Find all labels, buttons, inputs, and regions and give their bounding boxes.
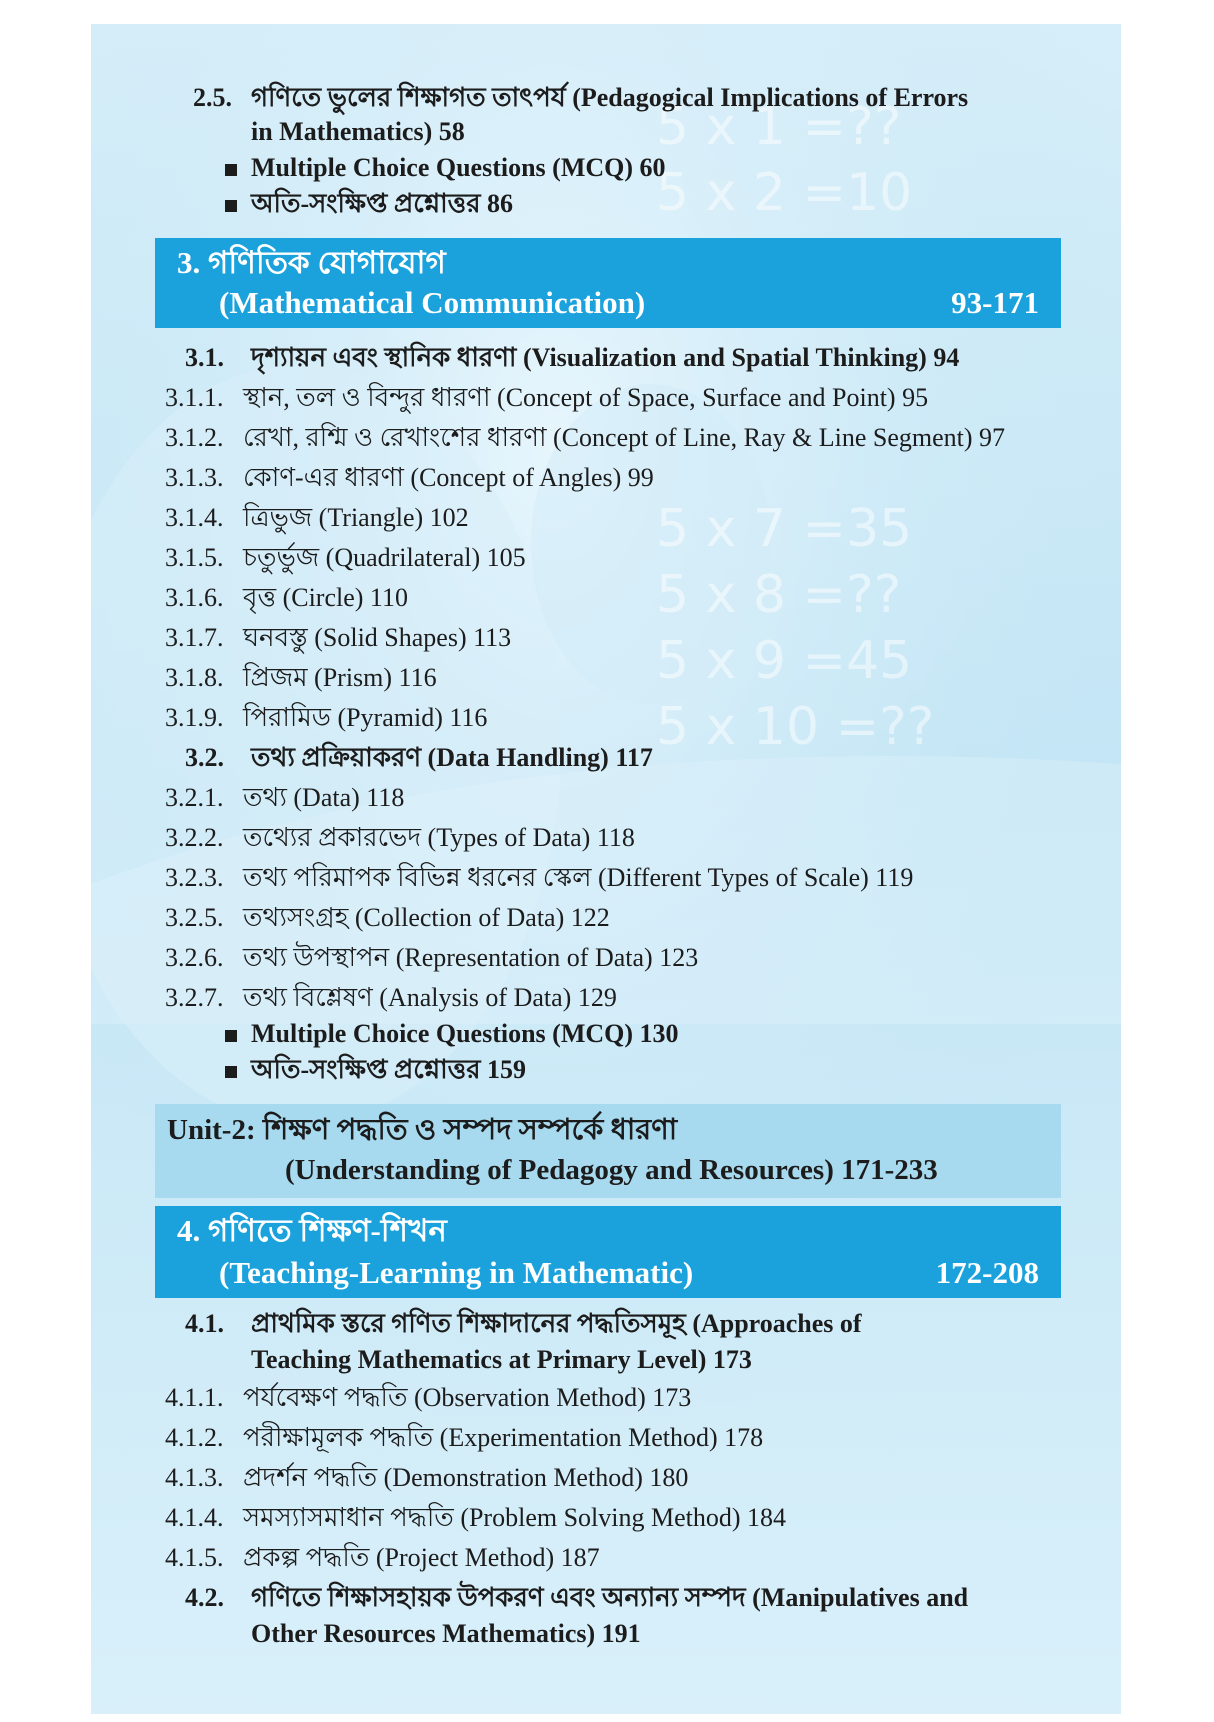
subsection-title: তথ্য পরিমাপক বিভিন্ন ধরনের স্কেল (Different Types of Scale) 119: [243, 863, 914, 892]
subsection-title: তথ্য উপস্থাপন (Representation of Data) 123: [243, 943, 699, 972]
unit-2-box: [155, 1104, 1061, 1198]
subsection-number: 3.1.3.: [165, 463, 224, 492]
toc-section-4-2-title: গণিতে শিক্ষাসহায়ক উপকরণ এবং অন্যান্য সম্পদ (Manipulatives and: [251, 1583, 969, 1612]
unit-2-title: Unit-2: শিক্ষণ পদ্ধতি ও সম্পদ সম্পর্কে ধারণা: [167, 1114, 678, 1146]
subsection-number: 3.1.9.: [165, 703, 224, 732]
chapter-4-title: 4. গণিতে শিক্ষণ-শিখন: [177, 1213, 447, 1248]
toc-section-2-5-title-cont: in Mathematics) 58: [251, 117, 465, 146]
toc-section-3-2-title: তথ্য প্রক্রিয়াকরণ (Data Handling) 117: [251, 743, 653, 772]
subsection-number: 4.1.2.: [165, 1423, 224, 1452]
unit-2-subtitle: (Understanding of Pedagogy and Resources) 171-233: [285, 1154, 938, 1186]
subsection-number: 3.1.7.: [165, 623, 224, 652]
toc-section-3-1-title: দৃশ্যায়ন এবং স্থানিক ধারণা (Visualization and Spatial Thinking) 94: [251, 343, 960, 372]
subsection-number: 3.2.5.: [165, 903, 224, 932]
equation: 5 x 8 =??: [656, 565, 902, 625]
subsection-title: প্রকল্প পদ্ধতি (Project Method) 187: [243, 1543, 600, 1572]
subsection-title: প্রিজম (Prism) 116: [243, 663, 437, 692]
subsection-number: 3.1.1.: [165, 383, 224, 412]
equation: 5 x 7 =35: [656, 499, 913, 559]
subsection-number: 3.2.7.: [165, 983, 224, 1012]
equation: 5 x 10 =??: [656, 697, 935, 757]
toc-section-3-1-number: 3.1.: [185, 343, 224, 372]
subsection-title: তথ্যসংগ্রহ (Collection of Data) 122: [243, 903, 610, 932]
subsection-title: তথ্য (Data) 118: [243, 783, 405, 812]
subsection-number: 4.1.5.: [165, 1543, 224, 1572]
subsection-number: 3.1.4.: [165, 503, 224, 532]
toc-bullet-mcq: Multiple Choice Questions (MCQ) 60: [251, 153, 666, 182]
subsection-number: 3.2.6.: [165, 943, 224, 972]
toc-bullet-short-qa: অতি-সংক্ষিপ্ত প্রশ্নোত্তর 159: [251, 1055, 527, 1084]
subsection-title: পিরামিড (Pyramid) 116: [243, 703, 488, 732]
subsection-title: স্থান, তল ও বিন্দুর ধারণা (Concept of Space, Surface and Point) 95: [243, 383, 929, 412]
subsection-title: ত্রিভুজ (Triangle) 102: [243, 503, 469, 532]
subsection-number: 3.1.5.: [165, 543, 224, 572]
subsection-number: 4.1.4.: [165, 1503, 224, 1532]
subsection-title: তথ্যের প্রকারভেদ (Types of Data) 118: [243, 823, 635, 852]
subsection-title: পর্যবেক্ষণ পদ্ধতি (Observation Method) 173: [243, 1383, 692, 1412]
toc-section-2-5-title: গণিতে ভুলের শিক্ষাগত তাৎপর্য (Pedagogical Implications of Errors: [251, 83, 969, 112]
chapter-3-title: 3. গণিতিক যোগাযোগ: [177, 245, 446, 280]
subsection-number: 4.1.1.: [165, 1383, 224, 1412]
toc-page: [91, 24, 1121, 1714]
toc-section-3-2-number: 3.2.: [185, 743, 224, 772]
chapter-3-pages: 93-171: [951, 285, 1039, 320]
subsection-number: 3.1.6.: [165, 583, 224, 612]
subsection-number: 3.2.3.: [165, 863, 224, 892]
subsection-number: 4.1.3.: [165, 1463, 224, 1492]
equation: 5 x 2 =10: [656, 163, 913, 223]
subsection-title: চতুর্ভুজ (Quadrilateral) 105: [243, 543, 526, 572]
toc-section-4-2-number: 4.2.: [185, 1583, 224, 1612]
chapter-4-subtitle: (Teaching-Learning in Mathematic): [219, 1255, 694, 1290]
chapter-4-banner: [155, 1206, 1061, 1298]
subsection-number: 3.1.8.: [165, 663, 224, 692]
subsection-number: 3.2.2.: [165, 823, 224, 852]
toc-bullet-short-qa: অতি-সংক্ষিপ্ত প্রশ্নোত্তর 86: [251, 189, 514, 218]
subsection-title: কোণ-এর ধারণা (Concept of Angles) 99: [243, 463, 654, 492]
subsection-title: সমস্যাসমাধান পদ্ধতি (Problem Solving Method) 184: [243, 1503, 787, 1532]
toc-section-4-2-title-cont: Other Resources Mathematics) 191: [251, 1619, 641, 1648]
subsection-title: ঘনবস্তু (Solid Shapes) 113: [243, 623, 512, 652]
toc-section-4-1-title-cont: Teaching Mathematics at Primary Level) 173: [251, 1345, 752, 1374]
equation: 5 x 1 =??: [656, 97, 902, 157]
toc-section-2-5: [193, 82, 232, 114]
subsection-number: 3.1.2.: [165, 423, 224, 452]
bullet-icon: [225, 1066, 237, 1078]
subsection-title: তথ্য বিশ্লেষণ (Analysis of Data) 129: [243, 983, 617, 1012]
bullet-icon: [225, 200, 237, 212]
subsection-title: রেখা, রশ্মি ও রেখাংশের ধারণা (Concept of Line, Ray & Line Segment) 97: [243, 423, 1006, 452]
subsection-title: পরীক্ষামূলক পদ্ধতি (Experimentation Method) 178: [243, 1423, 764, 1452]
equation: 5 x 9 =45: [656, 631, 913, 691]
bullet-icon: [225, 1030, 237, 1042]
section-number: 2.5.: [193, 83, 232, 112]
toc-section-4-1-number: 4.1.: [185, 1309, 224, 1338]
subsection-number: 3.2.1.: [165, 783, 224, 812]
chapter-3-subtitle: (Mathematical Communication): [219, 285, 646, 320]
bullet-icon: [225, 164, 237, 176]
chapter-4-pages: 172-208: [935, 1255, 1039, 1290]
toc-bullet-mcq: Multiple Choice Questions (MCQ) 130: [251, 1019, 679, 1048]
subsection-title: প্রদর্শন পদ্ধতি (Demonstration Method) 180: [243, 1463, 689, 1492]
toc-section-4-1-title: প্রাথমিক স্তরে গণিত শিক্ষাদানের পদ্ধতিসমূহ (Approaches of: [251, 1309, 862, 1338]
subsection-title: বৃত্ত (Circle) 110: [243, 583, 408, 612]
chapter-3-banner: [155, 238, 1061, 328]
